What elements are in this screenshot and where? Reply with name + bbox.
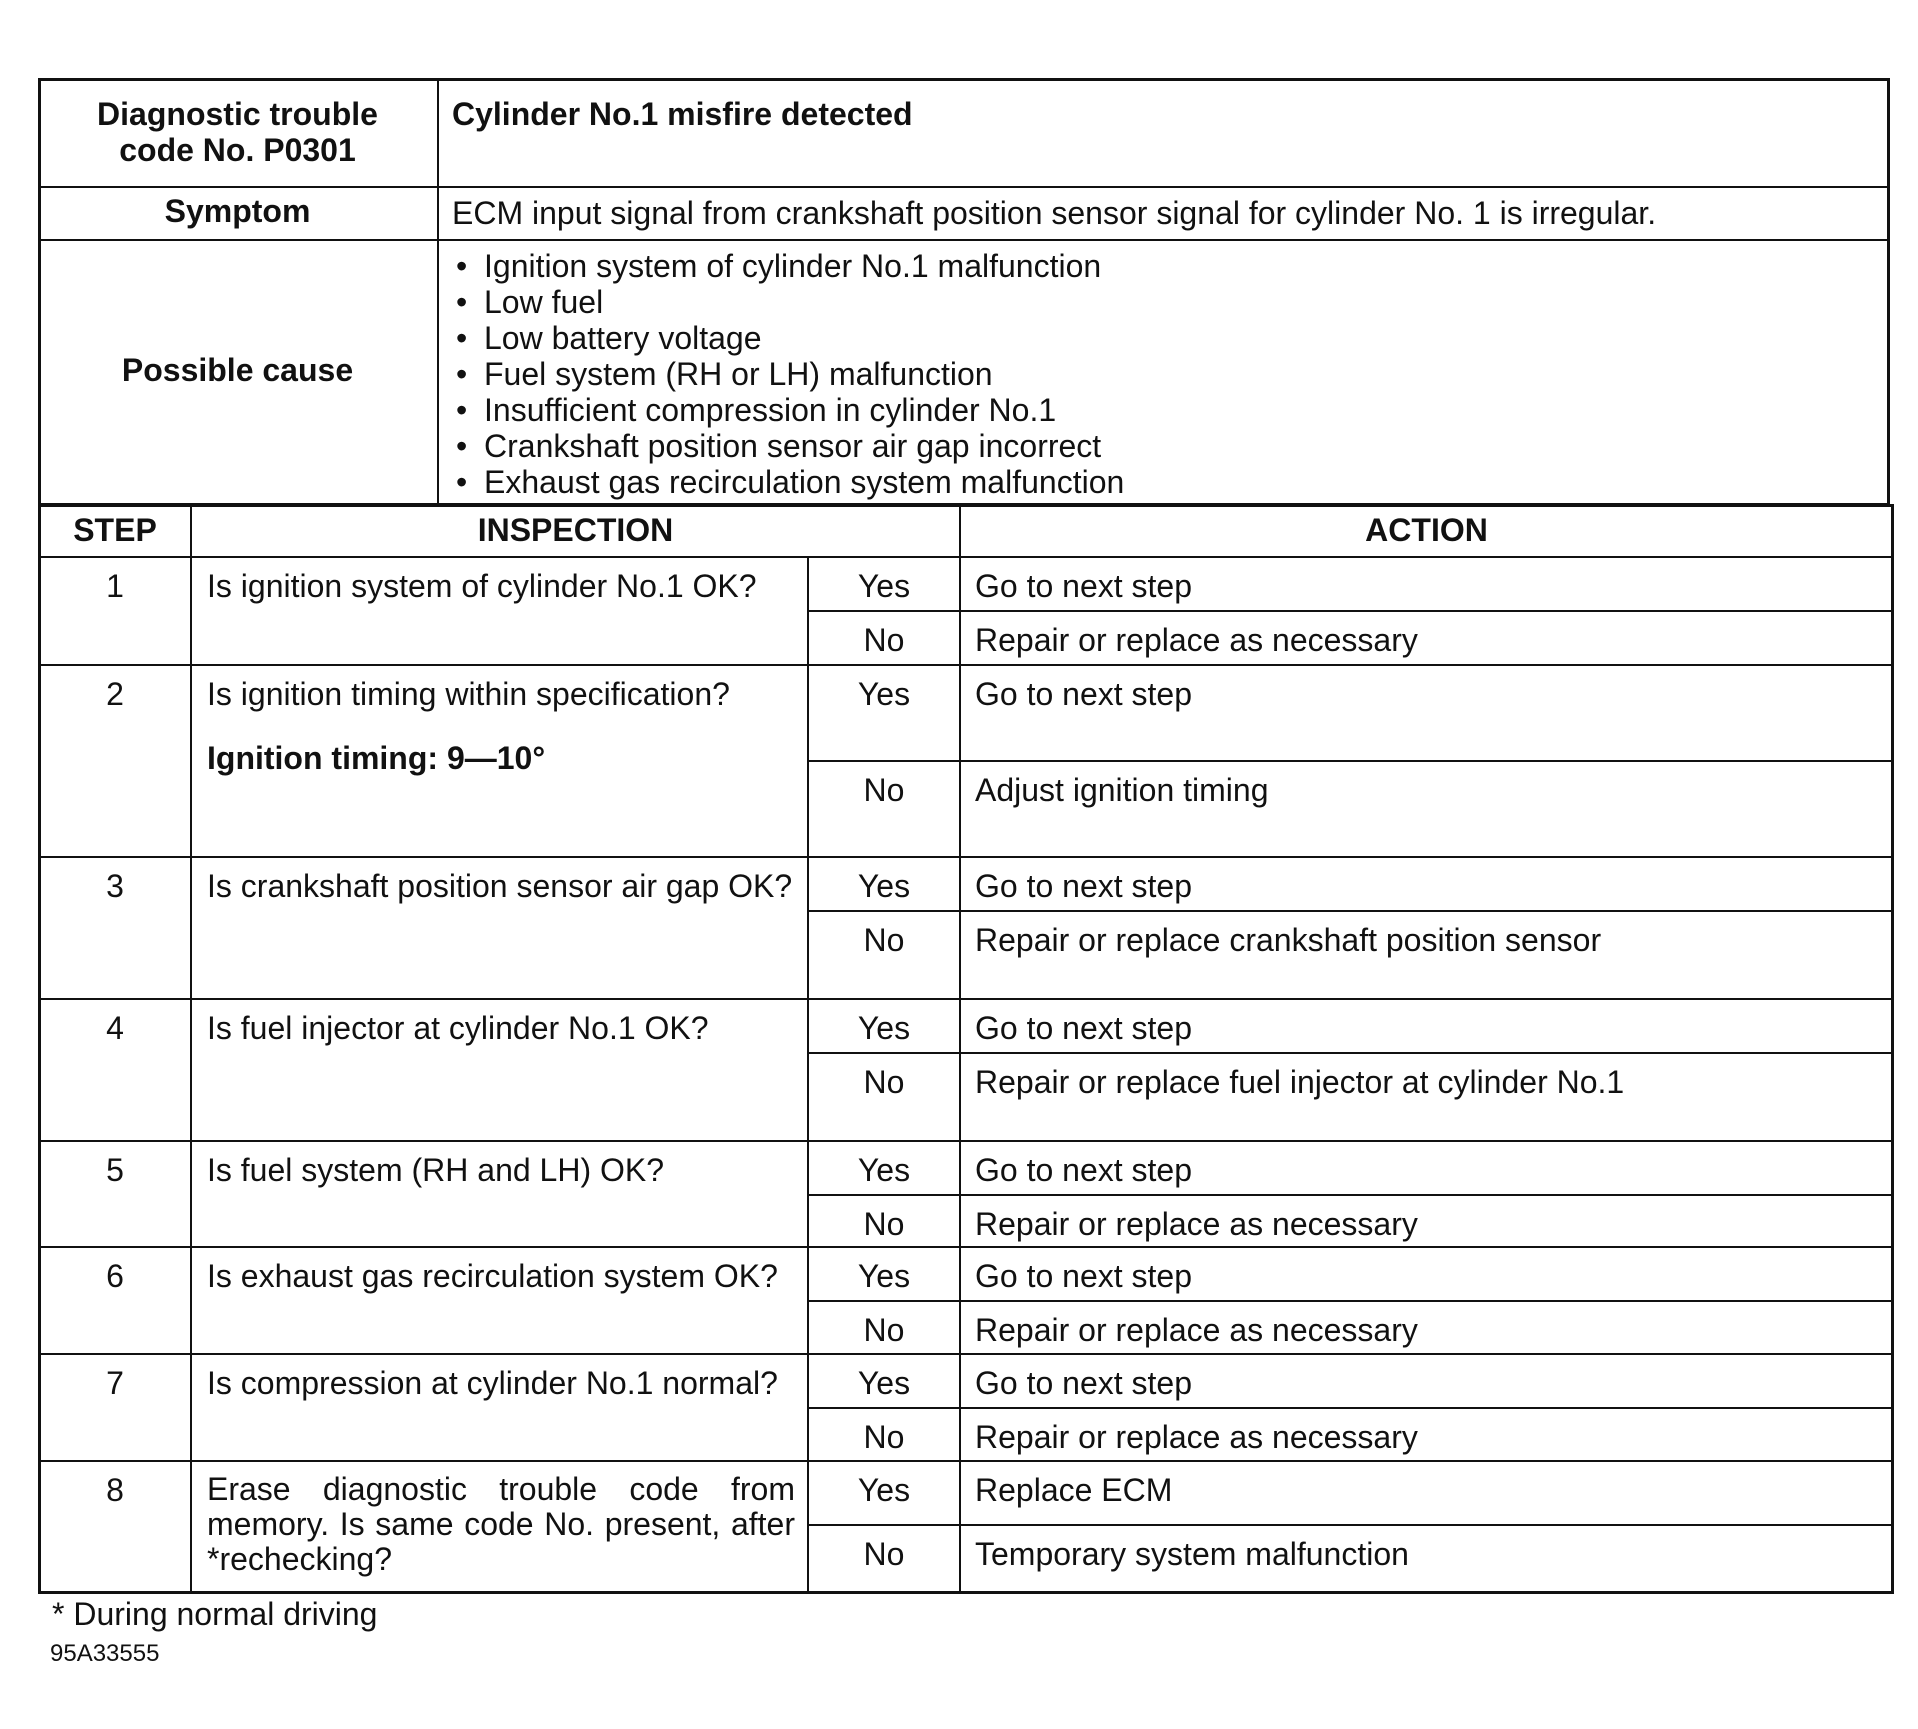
yes-label: Yes [857, 1010, 911, 1046]
inspection-text-line: Erase diagnostic trouble code from [207, 1471, 795, 1507]
yes-no-divider [807, 1300, 1894, 1302]
step-number: 1 [106, 568, 124, 604]
action-no: Temporary system malfunction [975, 1536, 1409, 1572]
possible-cause-item: • Fuel system (RH or LH) malfunction [452, 356, 1124, 392]
inspection-spec: Ignition timing: 9—10° [207, 740, 546, 776]
row-divider [38, 998, 1894, 1000]
action-no: Repair or replace crankshaft position sensor [975, 922, 1602, 958]
inspection-text: Is fuel injector at cylinder No.1 OK? [207, 1010, 709, 1046]
no-label: No [863, 1064, 905, 1100]
inspection-text: Is ignition system of cylinder No.1 OK? [207, 568, 757, 604]
action-yes: Go to next step [975, 676, 1193, 712]
no-label: No [863, 1536, 905, 1572]
action-yes: Go to next step [975, 1365, 1193, 1401]
action-yes: Go to next step [975, 568, 1193, 604]
action-no: Repair or replace as necessary [975, 1419, 1418, 1455]
inspection-text-line: *rechecking? [207, 1541, 392, 1577]
table-header-divider [38, 556, 1894, 558]
col-header-inspection: INSPECTION [477, 512, 674, 548]
inspection-text [207, 1472, 795, 1577]
action-yes: Go to next step [975, 1258, 1193, 1294]
possible-cause-item: • Ignition system of cylinder No.1 malfunction [452, 248, 1124, 284]
yes-no-divider [807, 1524, 1894, 1526]
no-label: No [863, 1312, 905, 1348]
action-yes: Replace ECM [975, 1472, 1173, 1508]
no-label: No [863, 772, 905, 808]
action-no: Repair or replace as necessary [975, 622, 1418, 658]
yes-no-divider [807, 1052, 1894, 1054]
step-number: 6 [106, 1258, 124, 1294]
action-no: Repair or replace as necessary [975, 1312, 1418, 1348]
action-no: Repair or replace as necessary [975, 1206, 1418, 1242]
inspection-text: Is fuel system (RH and LH) OK? [207, 1152, 665, 1188]
dtc-title: Cylinder No.1 misfire detected [452, 96, 913, 132]
symptom-text: ECM input signal from crankshaft position sensor signal for cylinder No. 1 is irregular. [452, 195, 1657, 231]
action-no: Adjust ignition timing [975, 772, 1269, 808]
possible-cause-item: • Low fuel [452, 284, 1124, 320]
step-number: 2 [106, 676, 124, 712]
possible-cause-item: • Low battery voltage [452, 320, 1124, 356]
action-no: Repair or replace fuel injector at cylinder No.1 [975, 1064, 1625, 1100]
yes-no-divider [807, 610, 1894, 612]
yes-no-divider [807, 910, 1894, 912]
row-divider [38, 1140, 1894, 1142]
yes-label: Yes [857, 1258, 911, 1294]
inspection-text: Is exhaust gas recirculation system OK? [207, 1258, 778, 1294]
no-label: No [863, 1419, 905, 1455]
inspection-text: Is crankshaft position sensor air gap OK? [207, 868, 793, 904]
action-col-divider [959, 504, 961, 1594]
possible-cause-label: Possible cause [121, 352, 354, 388]
dtc-label-line1: Diagnostic trouble [97, 96, 378, 132]
step-number: 3 [106, 868, 124, 904]
possible-cause-item: • Crankshaft position sensor air gap incorrect [452, 428, 1124, 464]
action-yes: Go to next step [975, 1152, 1193, 1188]
col-header-action: ACTION [1365, 512, 1488, 548]
action-yes: Go to next step [975, 1010, 1193, 1046]
yes-no-divider [807, 1194, 1894, 1196]
header-divider-1 [38, 186, 1890, 188]
yes-label: Yes [857, 868, 911, 904]
action-yes: Go to next step [975, 868, 1193, 904]
yes-label: Yes [857, 568, 911, 604]
inspection-text-line: memory. Is same code No. present, after [207, 1506, 795, 1542]
yes-label: Yes [857, 1472, 911, 1508]
symptom-label: Symptom [164, 193, 311, 229]
steps-table-frame [38, 504, 1894, 1594]
possible-cause-item: • Insufficient compression in cylinder No.1 [452, 392, 1124, 428]
col-header-step: STEP [73, 512, 157, 548]
footnote: * During normal driving [52, 1596, 378, 1632]
inspection-text: Is compression at cylinder No.1 normal? [207, 1365, 778, 1401]
yes-no-divider [807, 1407, 1894, 1409]
dtc-label-line2: code No. P0301 [119, 132, 356, 168]
no-label: No [863, 922, 905, 958]
no-label: No [863, 622, 905, 658]
possible-cause-list [452, 248, 1124, 500]
inspection-text: Is ignition timing within specification? [207, 676, 730, 712]
row-divider [38, 1353, 1894, 1355]
yes-label: Yes [857, 1365, 911, 1401]
yes-label: Yes [857, 676, 911, 712]
step-number: 8 [106, 1472, 124, 1508]
row-divider [38, 856, 1894, 858]
no-label: No [863, 1206, 905, 1242]
row-divider [38, 1246, 1894, 1248]
header-divider-2 [38, 239, 1890, 241]
step-number: 5 [106, 1152, 124, 1188]
step-number: 4 [106, 1010, 124, 1046]
yes-label: Yes [857, 1152, 911, 1188]
figure-id: 95A33555 [50, 1640, 160, 1667]
yes-no-divider [807, 760, 1894, 762]
possible-cause-item: • Exhaust gas recirculation system malfunction [452, 464, 1124, 500]
step-number: 7 [106, 1365, 124, 1401]
step-col-divider [190, 504, 192, 1594]
row-divider [38, 1460, 1894, 1462]
row-divider [38, 664, 1894, 666]
header-divider-vertical [437, 78, 439, 506]
